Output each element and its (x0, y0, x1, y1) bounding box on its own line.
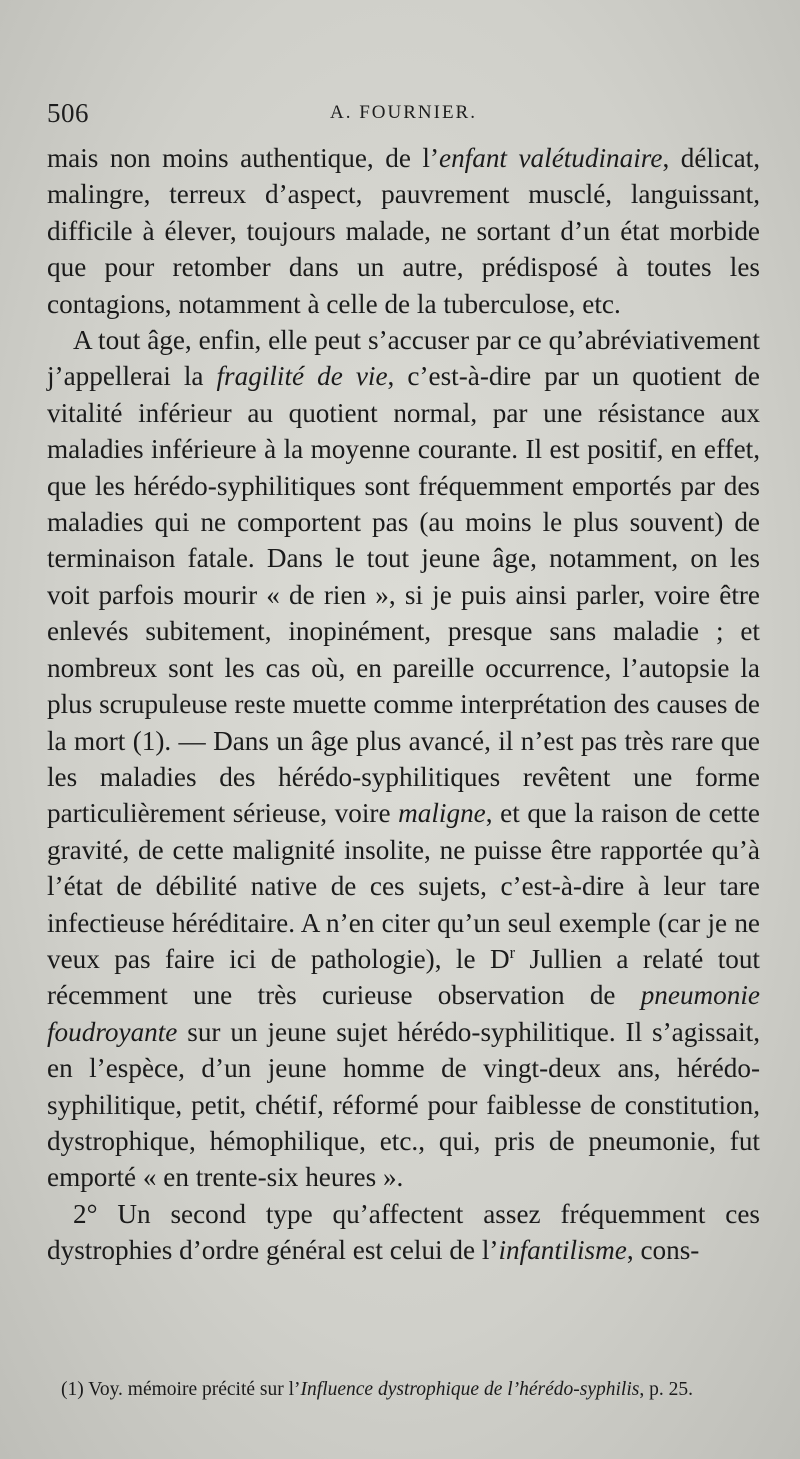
superscript: r (509, 942, 516, 962)
body-text (47, 140, 760, 1269)
text-run: sur un jeune sujet hérédo-syphilitique. Il s’agissait, en l’espèce, d’un jeune homme de vingt-deux ans, hérédo-syphilitique, petit, chétif, réformé pour faiblesse de constitution, dystrophique, hémophilique, etc., qui, pris de pneumonie, fut emporté « en trente-six heures ». (47, 1016, 760, 1193)
text-run: , p. 25. (639, 1379, 693, 1400)
text-run: Jullien a relaté tout récemment une très curieuse observation de (47, 943, 760, 1011)
page-header (47, 98, 760, 134)
italic-phrase: maligne (398, 798, 486, 829)
paragraph-2 (47, 322, 760, 1196)
footnote (47, 1378, 760, 1402)
text-run: 2° Un second type qu’affectent assez fréquemment ces dystrophies d’ordre général est celui de l’ (47, 1198, 760, 1266)
page-number: 506 (47, 98, 89, 128)
text-run: mais non moins authentique, de l’ (47, 143, 440, 173)
italic-phrase: enfant valétudinaire (439, 143, 663, 173)
text-run: (1) Voy. mémoire précité sur l’ (61, 1379, 301, 1400)
text-run: A tout âge, enfin, elle peut s’accuser par ce qu’abréviativement j’appellerai la (47, 325, 760, 392)
paragraph-1 (47, 140, 760, 322)
italic-phrase: infantilisme (498, 1235, 627, 1266)
italic-phrase: pneumonie foudroyante (47, 980, 760, 1047)
italic-phrase: Influence dystrophique de l’hérédo-syphilis (300, 1379, 640, 1400)
italic-phrase: fragilité de vie (216, 361, 388, 392)
footnote-text (47, 1378, 760, 1402)
running-head: A. FOURNIER. (330, 102, 477, 123)
text-run: , délicat, malingre, terreux d’aspect, pauvrement musclé, languissant, difficile à élever, toujours malade, ne sortant d’un état morbide que pour retomber dans un autre, prédisposé à toutes les contagions, notamment à celle de la tuberculose, etc. (47, 143, 760, 319)
text-run: , et que la raison de cette gravité, de cette malignité insolite, ne puisse être rapportée qu’à l’état de débilité native de ces sujets, c’est-à-dire à leur tare infectieuse héréditaire. A n’en citer qu’un seul exemple (car je ne veux pas faire ici de pathologie), le D (47, 798, 760, 974)
paragraph-3 (47, 1196, 760, 1269)
text-run: , cons- (626, 1235, 700, 1266)
text-run: , c’est-à-dire par un quotient de vitalité inférieur au quotient normal, par une résistance aux maladies inférieure à la moyenne courante. Il est positif, en effet, que les hérédo-syphilitiques sont fréquemment emportés par des maladies qui ne comportent pas (au moins le plus souvent) de terminaison fatale. Dans le tout jeune âge, notamment, on les voit parfois mourir « de rien », si je puis ainsi parler, voire être enlevés subitement, inopinément, presque sans maladie ; et nombreux sont les cas où, en pareille occurrence, l’autopsie la plus scrupuleuse reste muette comme interprétation des causes de la mort (1). — Dans un âge plus avancé, il n’est pas très rare que les maladies des hérédo-syphilitiques revêtent une forme particulièrement sérieuse, voire (47, 361, 760, 829)
